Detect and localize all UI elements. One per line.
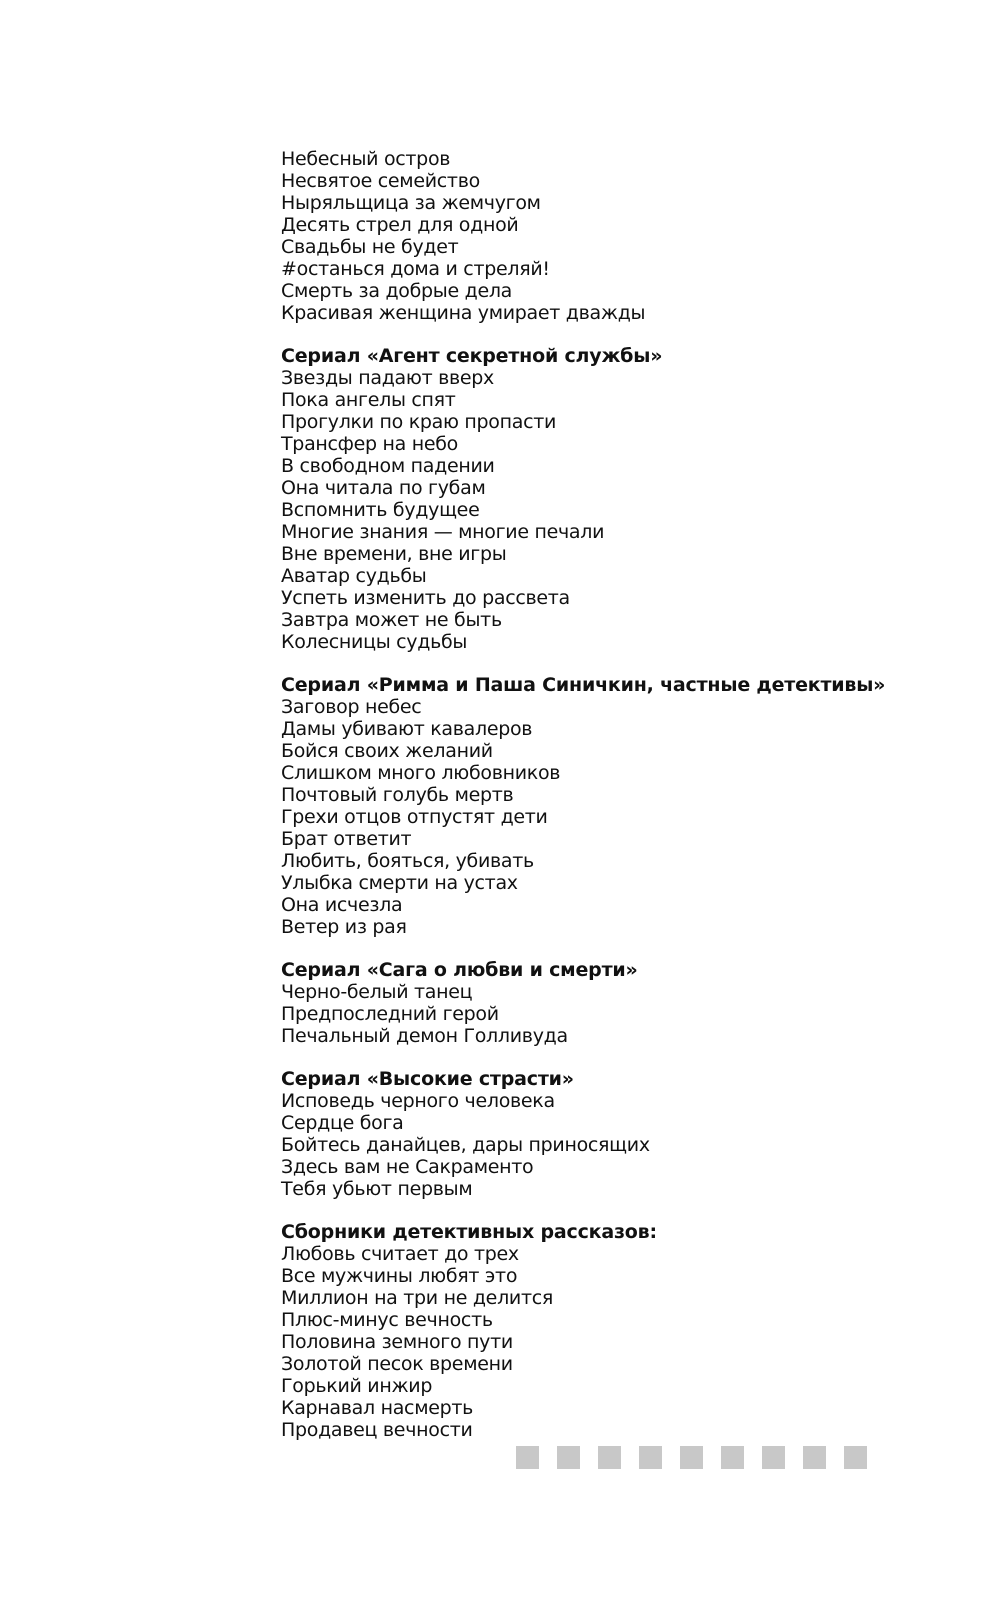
list-item: Прогулки по краю пропасти: [281, 411, 557, 433]
section-story-collections: [281, 1221, 961, 1441]
list-item: Черно-белый танец: [281, 981, 473, 1003]
list-item: Несвятое семейство: [281, 170, 480, 192]
list-item: Все мужчины любят это: [281, 1265, 518, 1287]
list-item: Здесь вам не Сакраменто: [281, 1156, 534, 1178]
section-agent-series: [281, 345, 961, 653]
list-item: Почтовый голубь мертв: [281, 784, 514, 806]
decorative-square: [598, 1446, 621, 1469]
list-item: Пока ангелы спят: [281, 389, 456, 411]
list-item: В свободном падении: [281, 455, 495, 477]
list-item: Десять стрел для одной: [281, 214, 519, 236]
decorative-square: [516, 1446, 539, 1469]
list-item: Брат ответит: [281, 828, 412, 850]
list-item: Завтра может не быть: [281, 609, 502, 631]
list-item: Сердце бога: [281, 1112, 404, 1134]
list-item: Она читала по губам: [281, 477, 486, 499]
list-item: Любить, бояться, убивать: [281, 850, 534, 872]
decorative-square: [680, 1446, 703, 1469]
list-item: Продавец вечности: [281, 1419, 473, 1441]
section-standalone: [281, 148, 961, 324]
section-heading: Сериал «Высокие страсти»: [281, 1068, 574, 1090]
list-item: Ветер из рая: [281, 916, 407, 938]
list-item: Предпоследний герой: [281, 1003, 499, 1025]
list-item: Вспомнить будущее: [281, 499, 480, 521]
section-heading: Сериал «Сага о любви и смерти»: [281, 959, 638, 981]
list-item: Золотой песок времени: [281, 1353, 513, 1375]
book-list: [281, 148, 961, 1462]
list-item: Красивая женщина умирает дважды: [281, 302, 646, 324]
list-item: Вне времени, вне игры: [281, 543, 507, 565]
list-item: Аватар судьбы: [281, 565, 427, 587]
decorative-square: [557, 1446, 580, 1469]
decorative-square: [639, 1446, 662, 1469]
list-item: Небесный остров: [281, 148, 451, 170]
list-item: Половина земного пути: [281, 1331, 513, 1353]
list-item: Плюс-минус вечность: [281, 1309, 493, 1331]
list-item: Дамы убивают кавалеров: [281, 718, 533, 740]
section-rimma-pasha-series: [281, 674, 961, 938]
list-item: Исповедь черного человека: [281, 1090, 555, 1112]
list-item: Ныряльщица за жемчугом: [281, 192, 541, 214]
list-item: Слишком много любовников: [281, 762, 561, 784]
decorative-square: [721, 1446, 744, 1469]
list-item: Колесницы судьбы: [281, 631, 468, 653]
section-heading: Сериал «Римма и Паша Синичкин, частные детективы»: [281, 674, 886, 696]
list-item: Печальный демон Голливуда: [281, 1025, 568, 1047]
decorative-square: [803, 1446, 826, 1469]
decorative-square: [762, 1446, 785, 1469]
list-item: Трансфер на небо: [281, 433, 458, 455]
list-item: Улыбка смерти на устах: [281, 872, 518, 894]
list-item: Горький инжир: [281, 1375, 433, 1397]
list-item: Успеть изменить до рассвета: [281, 587, 570, 609]
list-item: Любовь считает до трех: [281, 1243, 519, 1265]
section-saga-series: [281, 959, 961, 1047]
decorative-square: [844, 1446, 867, 1469]
list-item: Карнавал насмерть: [281, 1397, 474, 1419]
list-item: Звезды падают вверх: [281, 367, 494, 389]
section-high-passions-series: [281, 1068, 961, 1200]
list-item: Грехи отцов отпустят дети: [281, 806, 548, 828]
list-item: Тебя убьют первым: [281, 1178, 473, 1200]
list-item: Заговор небес: [281, 696, 422, 718]
list-item: Бойся своих желаний: [281, 740, 493, 762]
list-item: Бойтесь данайцев, дары приносящих: [281, 1134, 650, 1156]
list-item: Свадьбы не будет: [281, 236, 459, 258]
section-heading: Сборники детективных рассказов:: [281, 1221, 657, 1243]
list-item: Она исчезла: [281, 894, 403, 916]
list-item: Смерть за добрые дела: [281, 280, 513, 302]
list-item: Многие знания — многие печали: [281, 521, 605, 543]
section-heading: Сериал «Агент секретной службы»: [281, 345, 663, 367]
list-item: Миллион на три не делится: [281, 1287, 553, 1309]
list-item: #останься дома и стреляй!: [281, 258, 550, 280]
decorative-square-row: [516, 1446, 867, 1469]
